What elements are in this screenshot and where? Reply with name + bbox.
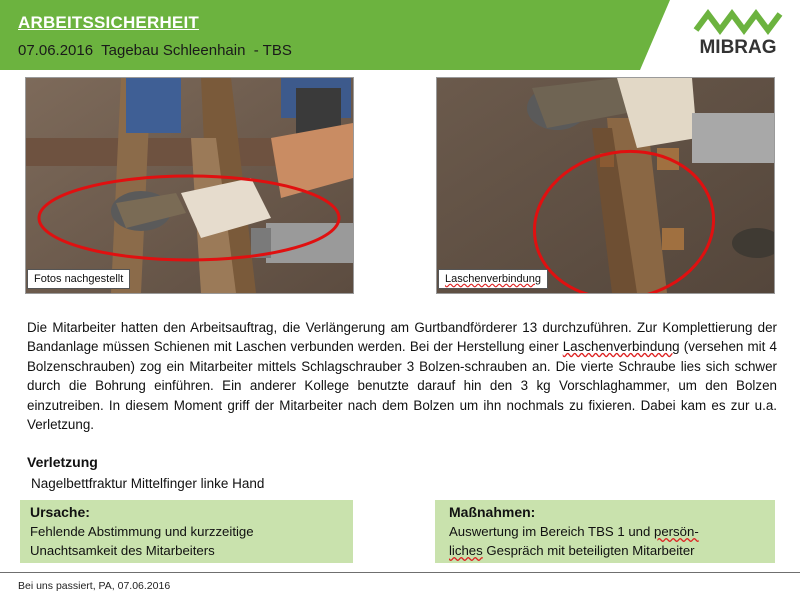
header-banner (0, 0, 640, 70)
cause-heading: Ursache: (30, 504, 90, 520)
measures-heading: Maßnahmen: (449, 504, 536, 520)
underlined-term: Laschenverbindung (562, 339, 680, 355)
injury-text: Nagelbettfraktur Mittelfinger linke Hand (31, 476, 265, 491)
footer-text: Bei uns passiert, PA, 07.06.2016 (18, 580, 171, 592)
page-title: ARBEITSSICHERHEIT (18, 13, 199, 32)
mibrag-logo (640, 0, 800, 70)
measures-box (435, 500, 775, 563)
photo-rail-hands (25, 77, 354, 294)
cause-box (20, 500, 353, 563)
photo-rail-joint (436, 77, 775, 294)
footer-divider (0, 572, 800, 573)
page-subtitle: 07.06.2016 Tagebau Schleenhain - TBS (18, 42, 292, 59)
injury-heading: Verletzung (27, 454, 98, 470)
measures-text: Auswertung im Bereich TBS 1 und persön- liches Gespräch mit beteiligten Mitarbeiter (449, 524, 699, 558)
incident-description: Die Mitarbeiter hatten den Arbeitsauftrag, die Verlängerung am Gurtbandförderer 13 durchzuführen. Zur Komplettierung der Bandanlage müssen Schienen mit Laschen verbunden werden. Bei der Herstellung einer Laschenverbindung (versehen mit 4 Bolzenschrauben) zog ein Mitarbeiter mittels Schlagschrauber 3 Bolzen-schrauben an. Die vierte Schraube lies sich schwer durch die Bohrung einführen. Ein anderer Kollege benutzte darauf hin den 3 kg Vorschlaghammer, um den Bolzen einzutreiben. In diesem Moment griff der Mitarbeiter nach dem Bolzen um ihn nochmals zu fixieren. Dabei kam es zur u.a. Verletzung. (27, 320, 777, 433)
cause-text: Fehlende Abstimmung und kurzzeitige Unachtsamkeit des Mitarbeiters (30, 524, 254, 558)
photo-caption-2: Laschenverbindung (438, 269, 548, 289)
photo-caption-1: Fotos nachgestellt (27, 269, 130, 289)
logo-text: MIBRAG (699, 37, 777, 58)
